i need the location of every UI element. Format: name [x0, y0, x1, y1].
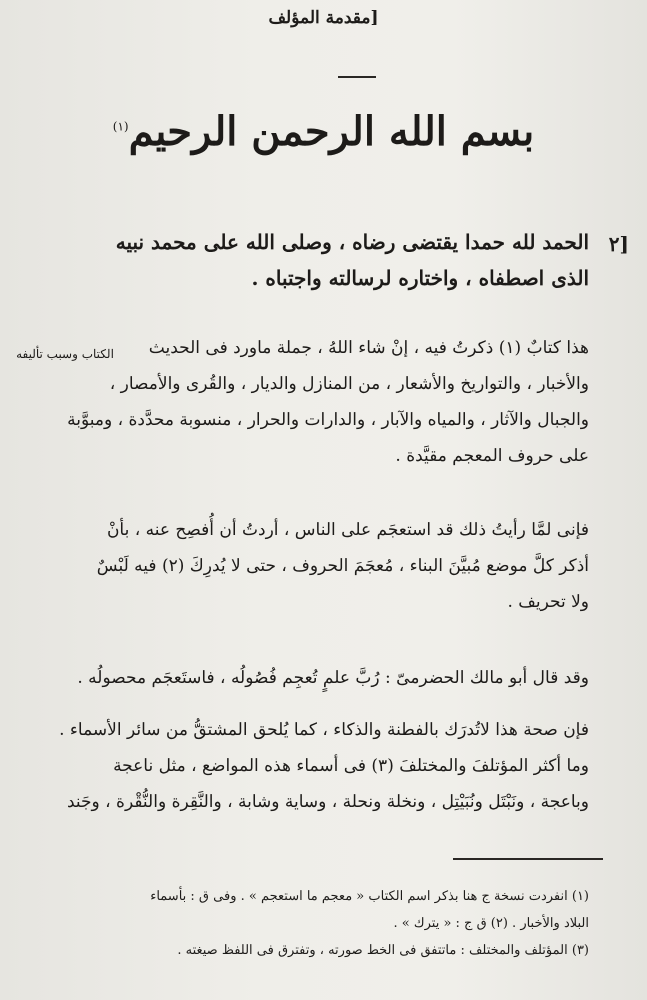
- praise-paragraph: [29, 224, 589, 296]
- quote-paragraph: [29, 660, 589, 696]
- body-line: أذكر كلَّ موضع مُبيَّنَ البناء ، مُعجَمَ الحروف ، حتى لا يُدرِكَ (٢) فيه لَبْسٌ: [96, 556, 589, 576]
- body-line: ولا تحريف .: [507, 592, 589, 612]
- body-paragraph-2: [29, 512, 589, 620]
- body-line: على حروف المعجم مقيَّدة .: [395, 446, 589, 466]
- body-paragraph-1: [29, 330, 589, 474]
- footnotes: [29, 883, 589, 964]
- body-line: هذا كتابٌ (١) ذكرتُ فيه ، إنْ شاء اللهُ ، جملة ماورد فى الحديث: [148, 338, 589, 358]
- body-line: وما أكثر المؤتلفَ والمختلفَ (٣) فى أسماء هذه المواضع ، مثل ناعجة: [113, 756, 589, 776]
- body-line: والأخبار ، والتواريخ والأشعار ، من المنازل والديار ، والقُرى والأمصار ،: [109, 374, 589, 394]
- praise-line: الذى اصطفاه ، واختاره لرسالته واجتباه .: [251, 266, 589, 290]
- praise-line: الحمد لله حمدا يقتضى رضاه ، وصلى الله على محمد نبيه: [115, 230, 589, 254]
- basmala: [0, 108, 647, 155]
- body-line: وباعجة ، ونَبْتَل ونُبَيْتِل ، ونخلة ونحلة ، وساية وشابة ، والنَّقِرة والنُّقْرة ، وجَند: [66, 792, 589, 812]
- basmala-footnote-mark: (١): [112, 119, 129, 134]
- body-line: والجبال والآثار ، والمياه والآبار ، والدارات والحرار ، منسوبة محدَّدة ، ومبوَّبة: [67, 410, 589, 430]
- running-head: [مقدمة المؤلف: [268, 8, 379, 28]
- header-rule: [338, 76, 376, 78]
- basmala-text: بسم الله الرحمن الرحيم: [128, 108, 535, 155]
- body-line: فإنى لمَّا رأيتُ ذلك قد استعجَم على الناس ، أردتُ أن أُفصِح عنه ، بأنْ: [106, 520, 589, 540]
- body-line: فإن صحة هذا لاتُدرَك بالفطنة والذكاء ، كما يُلحق المشتقُّ من سائر الأسماء .: [59, 720, 589, 740]
- footnote-rule: [453, 858, 603, 860]
- footnote-line: (٣) المؤتلف والمختلف : ماتتفق فى الخط صورته ، وتفترق فى اللفظ صيغته .: [177, 943, 589, 958]
- margin-note: الكتاب وسبب تأليفه: [16, 347, 114, 361]
- body-paragraph-3: [29, 712, 589, 820]
- paragraph-number: [٢: [608, 232, 629, 256]
- footnote-line: البلاد والأخبار . (٢) ق ج : « يترك » .: [393, 916, 589, 931]
- quote-line: وقد قال أبو مالك الحضرمىّ : رُبَّ علمٍ تُعجِم فُصُولُه ، فاستَعجَم محصولُه .: [77, 668, 589, 688]
- footnote-line: (١) انفردت نسخة ج هنا بذكر اسم الكتاب « معجم ما استعجم » . وفى ق : بأسماء: [150, 889, 589, 904]
